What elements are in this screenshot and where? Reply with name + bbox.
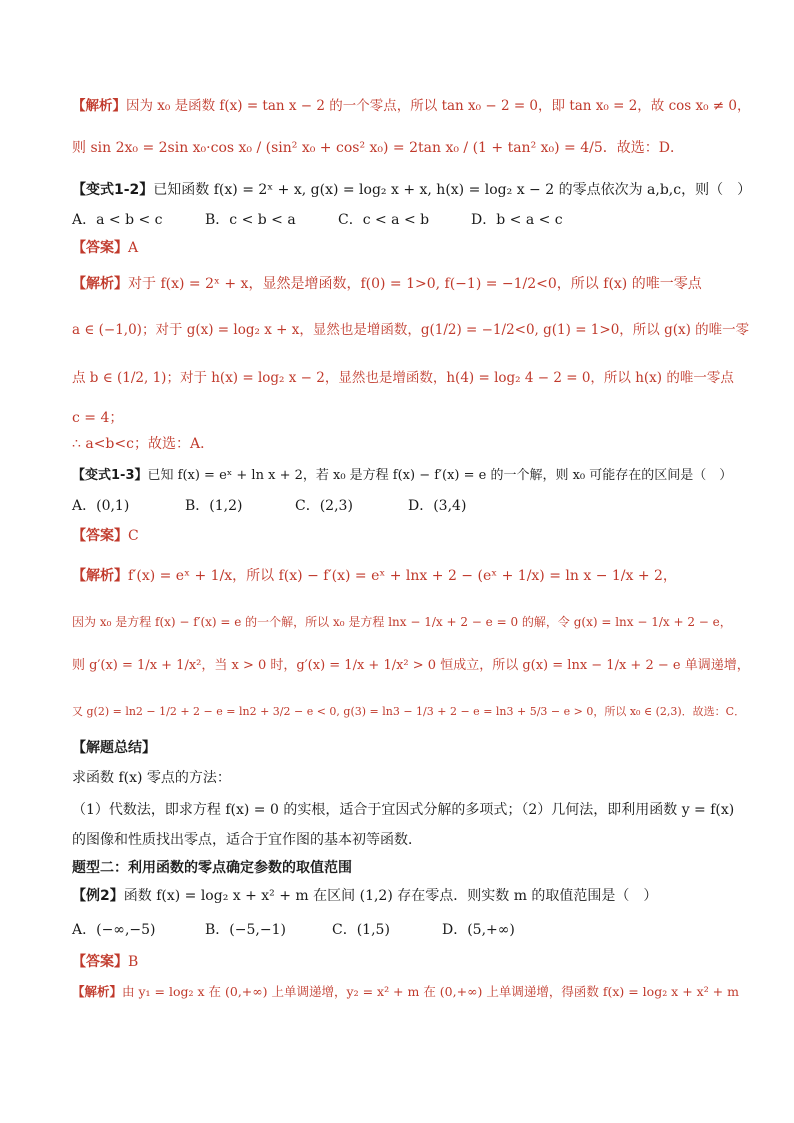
analysis-text: 对于 f(x) = 2ˣ + x，显然是增函数，f(0) = 1>0, f(−1) = −1/2<0，所以 f(x) 的唯一零点: [128, 276, 702, 292]
answer-line: [72, 952, 138, 972]
analysis-text: 由 y₁ = log₂ x 在 (0,+∞) 上单调递增，y₂ = x² + m 在 (0,+∞) 上单调递增，得函数 f(x) = log₂ x + x² + m: [122, 984, 739, 999]
question-text: 函数 f(x) = log₂ x + x² + m 在区间 (1,2) 存在零点．则实数 m 的取值范围是（ ）: [123, 888, 658, 904]
solution-line-9: [72, 612, 732, 632]
option-c: C．c < a < b: [338, 212, 430, 228]
analysis-tag: 【解析】: [72, 276, 128, 292]
example-2-question: [72, 886, 657, 906]
analysis-text: ∴ a<b<c；故选：A．: [72, 436, 215, 452]
option-a: A．(0,1): [72, 498, 130, 514]
option-a: A．(−∞,−5): [72, 922, 156, 938]
option-b: B．(1,2): [185, 498, 243, 514]
analysis-text: 因为 x₀ 是函数 f(x) = tan x − 2 的一个零点，所以 tan x₀ − 2 = 0，即 tan x₀ = 2，故 cos x₀ ≠ 0，: [126, 98, 751, 114]
answer-value: B: [128, 954, 139, 970]
solution-line-5: [72, 368, 734, 388]
analysis-tag: 【解析】: [72, 98, 126, 114]
summary-line-1: 求函数 f(x) 零点的方法：: [72, 770, 231, 786]
answer-value: C: [128, 528, 139, 544]
analysis-text: c = 4；: [72, 410, 124, 426]
option-c: C．(2,3): [295, 498, 353, 514]
variant-1-2-question: [72, 180, 751, 200]
solution-line-10: [72, 656, 750, 676]
answer-value: A: [128, 240, 139, 256]
example-tag: 【例2】: [72, 888, 124, 904]
solution-line-11: [72, 702, 745, 722]
solution-line-3: [72, 274, 702, 294]
answer-tag: 【答案】: [72, 528, 128, 544]
section-heading: 题型二：利用函数的零点确定参数的取值范围: [72, 860, 352, 876]
variant-tag: 【变式1-3】: [72, 468, 148, 483]
analysis-text: 点 b ∈ (1/2, 1)；对于 h(x) = log₂ x − 2，显然也是增函数，h(4) = log₂ 4 − 2 = 0，所以 h(x) 的唯一零点: [72, 370, 734, 386]
option-a: A．a < b < c: [72, 212, 163, 228]
analysis-tag: 【解析】: [72, 984, 123, 999]
analysis-text: 又 g(2) = ln2 − 1/2 + 2 − e = ln2 + 3/2 − e < 0, g(3) = ln3 − 1/3 + 2 − e = ln3 + 5/3 − e > 0，所以 x₀ ∈ (2,3)．故选：C．: [72, 705, 746, 718]
option-b: B．c < b < a: [205, 212, 296, 228]
option-b: B．(−5,−1): [205, 922, 286, 938]
solution-line-8: [72, 566, 677, 586]
answer-tag: 【答案】: [72, 240, 128, 256]
answer-tag: 【答案】: [72, 954, 128, 970]
solution-line-4: [72, 320, 749, 340]
question-text: 已知 f(x) = eˣ + ln x + 2，若 x₀ 是方程 f(x) − f′(x) = e 的一个解，则 x₀ 可能存在的区间是（ ）: [147, 468, 733, 483]
option-c: C．(1,5): [332, 922, 390, 938]
option-d: D．(5,+∞): [442, 922, 515, 938]
option-d: D．b < a < c: [471, 212, 563, 228]
analysis-text: f′(x) = eˣ + 1/x，所以 f(x) − f′(x) = eˣ + lnx + 2 − (eˣ + 1/x) = ln x − 1/x + 2，: [128, 568, 677, 584]
analysis-text: 则 g′(x) = 1/x + 1/x²，当 x > 0 时，g′(x) = 1/x + 1/x² > 0 恒成立，所以 g(x) = lnx − 1/x + 2 − e 单调递增，: [72, 658, 750, 673]
analysis-text: 则 sin 2x₀ = 2sin x₀·cos x₀ / (sin² x₀ + cos² x₀) = 2tan x₀ / (1 + tan² x₀) = 4/5．故选：D．: [72, 140, 684, 156]
solution-line-7: [72, 434, 214, 454]
summary-line-3: 的图像和性质找出零点，适合于宜作图的基本初等函数．: [72, 832, 422, 848]
analysis-text: 因为 x₀ 是方程 f(x) − f′(x) = e 的一个解，所以 x₀ 是方程 lnx − 1/x + 2 − e = 0 的解，令 g(x) = lnx − 1/x + 2 − e，: [72, 615, 732, 629]
variant-1-3-question: [72, 466, 732, 486]
answer-line: [72, 238, 138, 258]
summary-heading: 【解题总结】: [72, 740, 156, 756]
solution-line-2: [72, 138, 684, 158]
question-text: 已知函数 f(x) = 2ˣ + x, g(x) = log₂ x + x, h(x) = log₂ x − 2 的零点依次为 a,b,c，则（ ）: [153, 182, 752, 198]
answer-line: [72, 526, 139, 546]
variant-tag: 【变式1-2】: [72, 182, 154, 198]
summary-line-2: （1）代数法，即求方程 f(x) = 0 的实根，适合于宜因式分解的多项式；（2）几何法，即利用函数 y = f(x): [72, 802, 735, 818]
option-d: D．(3,4): [408, 498, 467, 514]
solution-line-6: [72, 408, 123, 428]
analysis-text: a ∈ (−1,0)；对于 g(x) = log₂ x + x，显然也是增函数，g(1/2) = −1/2<0, g(1) = 1>0，所以 g(x) 的唯一零: [72, 322, 750, 338]
analysis-tag: 【解析】: [72, 568, 128, 584]
solution-line-12: [72, 982, 739, 1002]
solution-line-1: [72, 96, 751, 116]
